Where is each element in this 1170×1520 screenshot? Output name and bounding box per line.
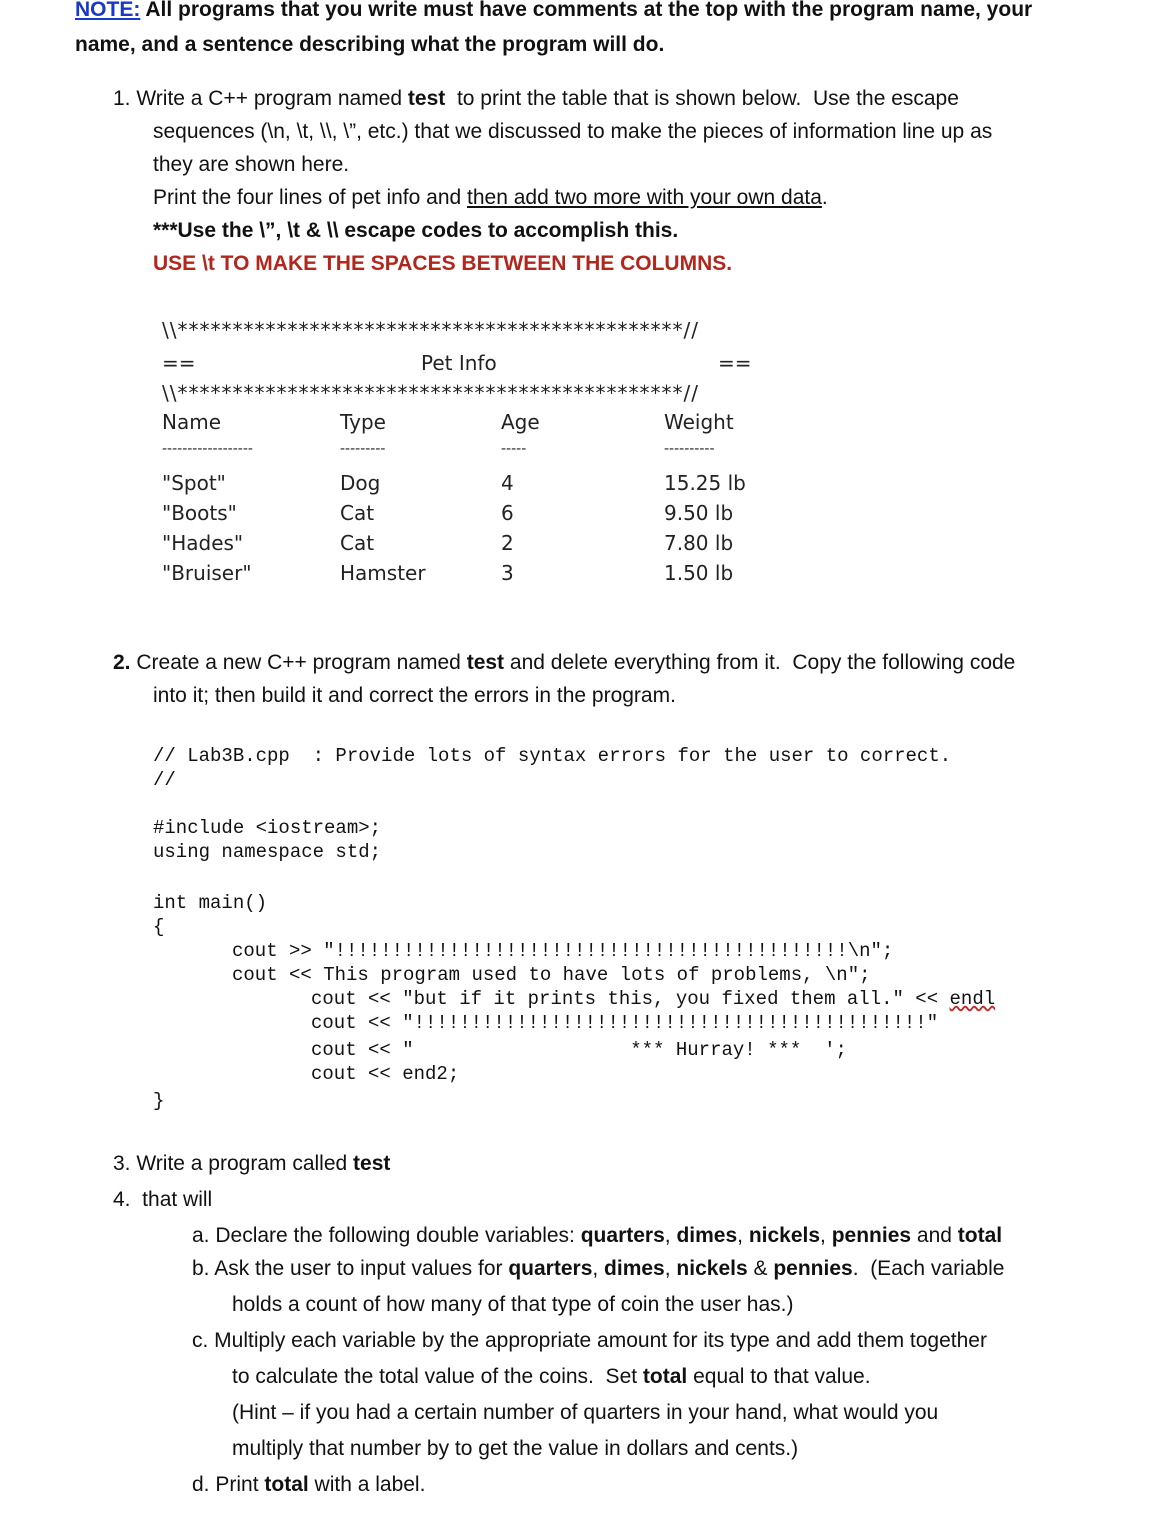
code-line-4: using namespace std; [153, 841, 382, 863]
q3-line-1: 3. Write a program called test [113, 1152, 391, 1175]
dash-weight: ---------- [664, 441, 715, 457]
item-d: d. Print total with a label. [192, 1473, 426, 1496]
note-label: NOTE: [75, 0, 141, 21]
q1-line-5: ***Use the \”, \t & \\ escape codes to accomplish this. [153, 219, 679, 242]
note-line-1: NOTE: All programs that you write must have comments at the top with the program name, your [75, 0, 1033, 21]
row-3-age: 2 [501, 531, 514, 555]
dash-name: ------------------ [162, 441, 253, 457]
q1-line-3: they are shown here. [153, 153, 350, 176]
row-1-type: Dog [340, 471, 381, 495]
code-line-11: cout << " *** Hurray! *** '; [311, 1039, 847, 1061]
code-line-1: // Lab3B.cpp : Provide lots of syntax errors for the user to correct. [153, 745, 952, 767]
item-c-line-3: (Hint – if you had a certain number of quarters in your hand, what would you [232, 1401, 939, 1424]
q1-line-1: 1. Write a C++ program named test to print the table that is shown below. Use the escape [113, 87, 959, 110]
dash-age: ----- [501, 441, 527, 457]
row-4-type: Hamster [340, 561, 426, 585]
item-b-line-2: holds a count of how many of that type of coin the user has.) [232, 1293, 794, 1316]
q1-line-6: USE \t TO MAKE THE SPACES BETWEEN THE COLUMNS. [153, 252, 733, 275]
table-eq-right: == [718, 351, 752, 375]
row-2-type: Cat [340, 501, 375, 525]
header-name: Name [162, 410, 222, 434]
code-line-10: cout << "!!!!!!!!!!!!!!!!!!!!!!!!!!!!!!!!!!!!!!!!!!!!!" [311, 1012, 939, 1034]
item-a: a. Declare the following double variables: quarters, dimes, nickels, pennies and total [192, 1224, 1003, 1247]
spellcheck-error: endl [949, 988, 996, 1010]
item-c-line-4: multiply that number by to get the value in dollars and cents.) [232, 1437, 799, 1460]
code-line-8: cout << This program used to have lots of problems, \n"; [232, 964, 871, 986]
row-1-weight: 15.25 lb [664, 471, 746, 495]
header-type: Type [340, 410, 386, 434]
row-4-age: 3 [501, 561, 514, 585]
q1-line-2: sequences (\n, \t, \\, \”, etc.) that we discussed to make the pieces of information line up as [153, 120, 993, 143]
q2-line-1: 2. Create a new C++ program named test and delete everything from it. Copy the following code [113, 651, 1016, 674]
code-line-3: #include <iostream>; [153, 817, 382, 839]
row-4-weight: 1.50 lb [664, 561, 734, 585]
dash-type: --------- [340, 441, 386, 457]
code-line-13: } [153, 1090, 165, 1112]
row-2-age: 6 [501, 501, 514, 525]
row-4-name: "Bruiser" [162, 561, 252, 585]
code-line-7: cout >> "!!!!!!!!!!!!!!!!!!!!!!!!!!!!!!!!!!!!!!!!!!!!!\n"; [232, 940, 894, 962]
table-eq-left: == [162, 351, 196, 375]
row-3-name: "Hades" [162, 531, 244, 555]
item-c-line-2: to calculate the total value of the coins. Set total equal to that value. [232, 1365, 871, 1388]
row-1-age: 4 [501, 471, 514, 495]
code-line-2: // [153, 769, 176, 791]
row-1-name: "Spot" [162, 471, 226, 495]
item-c-line-1: c. Multiply each variable by the appropriate amount for its type and add them together [192, 1329, 987, 1352]
q2-line-2: into it; then build it and correct the errors in the program. [153, 684, 676, 707]
table-border-top: \\**********************************************// [162, 318, 699, 342]
table-title: Pet Info [421, 351, 497, 375]
header-weight: Weight [664, 410, 734, 434]
code-line-6: { [153, 916, 165, 938]
row-2-weight: 9.50 lb [664, 501, 734, 525]
row-3-weight: 7.80 lb [664, 531, 734, 555]
row-2-name: "Boots" [162, 501, 237, 525]
table-border-bottom: \\**********************************************// [162, 381, 699, 405]
header-age: Age [501, 410, 540, 434]
code-line-5: int main() [153, 892, 268, 914]
item-b-line-1: b. Ask the user to input values for quarters, dimes, nickels & pennies. (Each variable [192, 1257, 1005, 1280]
q4-line-1: 4. that will [113, 1188, 213, 1211]
q1-line-4: Print the four lines of pet info and then add two more with your own data. [153, 186, 828, 209]
code-line-9: cout << "but if it prints this, you fixed them all." << endl [311, 988, 996, 1010]
code-line-12: cout << end2; [311, 1063, 460, 1085]
note-line-2: name, and a sentence describing what the program will do. [75, 33, 665, 56]
row-3-type: Cat [340, 531, 375, 555]
